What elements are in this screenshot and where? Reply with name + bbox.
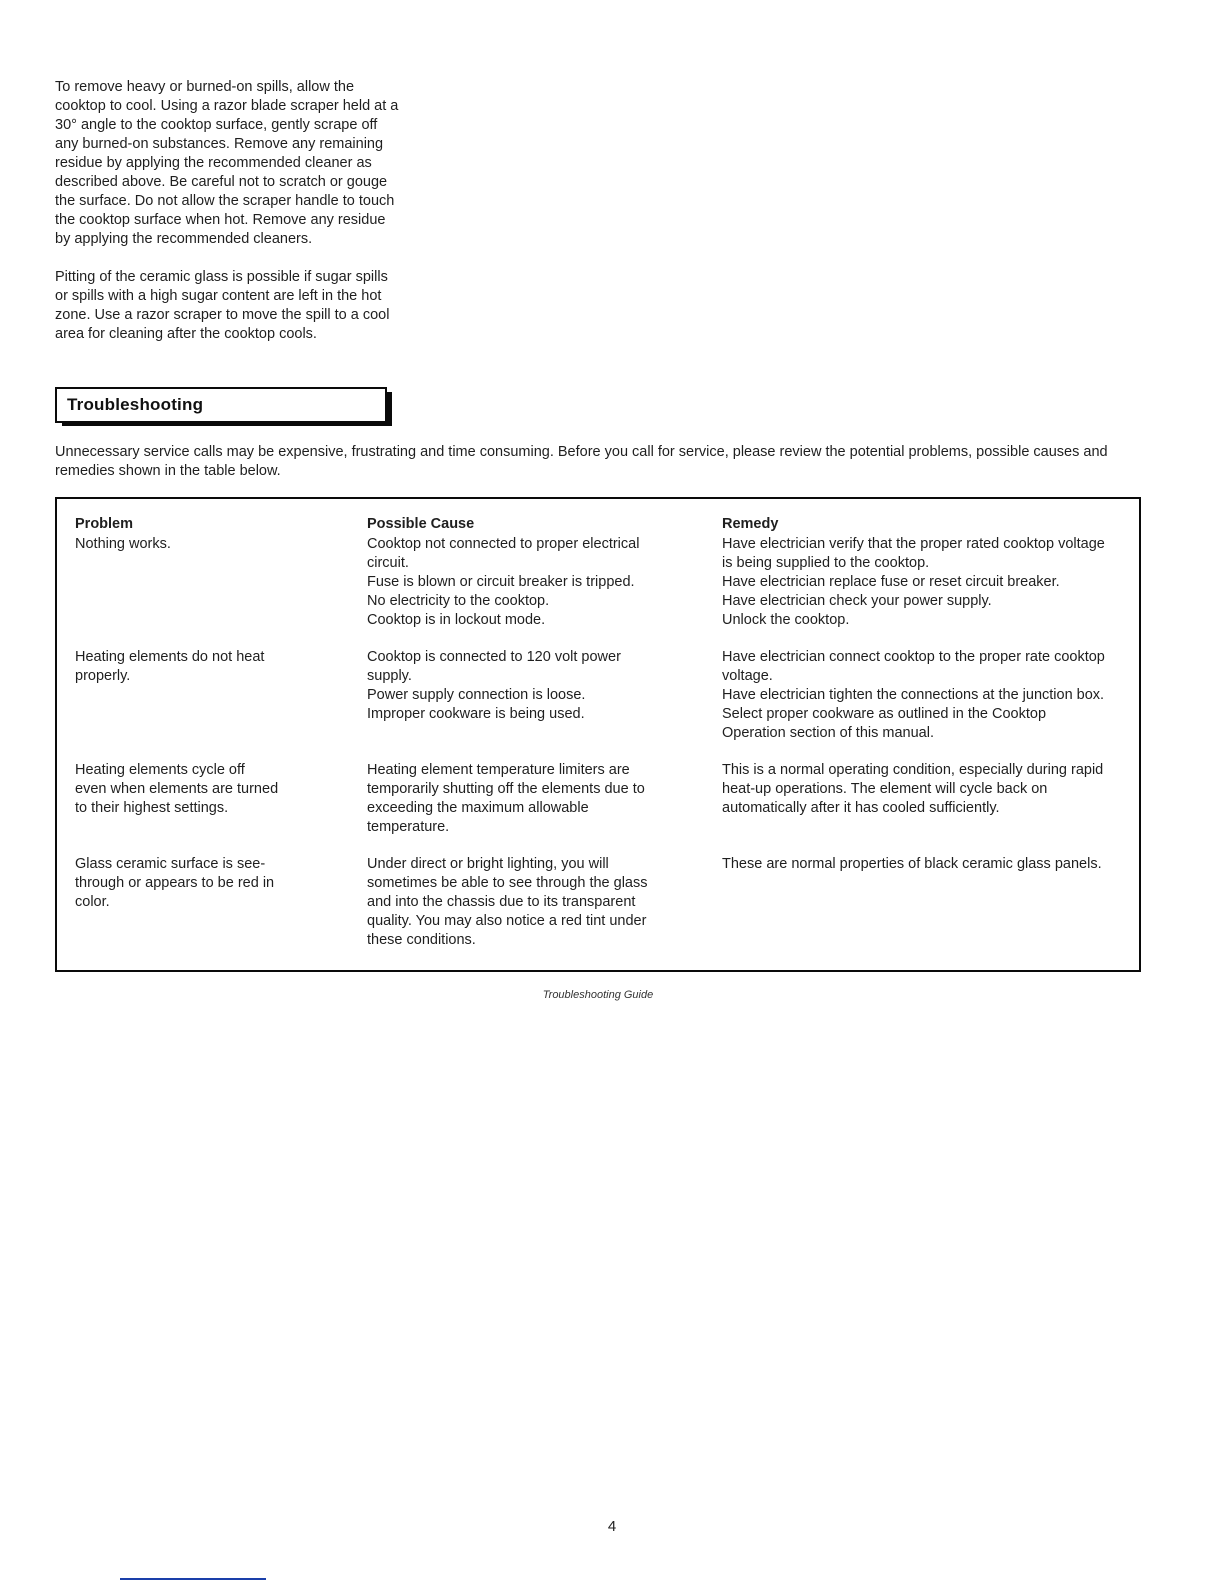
problem-text: Heating elements cycle off even when elements are turned to their highest settings. — [75, 762, 279, 816]
cause-text: Cooktop not connected to proper electrical circuit. — [367, 536, 640, 571]
section-title: Troubleshooting — [67, 395, 204, 414]
column-header-cause: Possible Cause — [367, 516, 475, 532]
column-header-remedy: Remedy — [722, 516, 779, 532]
cause-cell — [367, 535, 687, 573]
remedy-cell — [722, 611, 1132, 630]
problem-cell — [75, 761, 305, 837]
remedy-cell — [722, 592, 1132, 611]
table-group — [75, 855, 1121, 950]
cause-cell — [367, 761, 687, 837]
cause-text: Heating element temperature limiters are temporarily shutting off the elements due to exceeding the maximum allowable temperature. — [367, 762, 645, 835]
cleaning-paragraph-2: Pitting of the ceramic glass is possible if sugar spills or spills with a high sugar content are left in the hot zone. Use a razor scraper to move the spill to a cool area for cleaning after the cooktop cools. — [55, 269, 390, 342]
remedy-cell — [722, 761, 1132, 837]
troubleshooting-heading-box — [55, 387, 387, 423]
cause-cell — [367, 705, 687, 743]
cause-text: No electricity to the cooktop. — [367, 593, 550, 609]
remedy-cell — [722, 648, 1132, 686]
cleaning-paragraph-1: To remove heavy or burned-on spills, allow the cooktop to cool. Using a razor blade scraper held at a 30° angle to the cooktop surface, gently scrape off any burned-on substances. Remove any remaining residue by applying the recommended cleaner as described above. Be careful not to scratch or gouge the surface. Do not allow the scraper handle to touch the cooktop surface when hot. Remove any residue by applying the recommended cleaners. — [55, 79, 399, 247]
cause-text: Cooktop is in lockout mode. — [367, 612, 546, 628]
remedy-text: Have electrician replace fuse or reset circuit breaker. — [722, 574, 1060, 590]
table-caption: Troubleshooting Guide — [542, 989, 654, 1001]
problem-cell — [75, 535, 305, 630]
troubleshooting-table — [55, 497, 1141, 972]
cause-cell — [367, 611, 687, 630]
troubleshooting-intro: Unnecessary service calls may be expensive, frustrating and time consuming. Before you call for service, please review the potential problems, possible causes and remedies shown in the table below. — [55, 444, 1108, 479]
remedy-cell — [722, 535, 1132, 573]
remedy-text: Have electrician verify that the proper rated cooktop voltage is being supplied to the cooktop. — [722, 536, 1105, 571]
table-header-row — [75, 515, 1121, 535]
remedy-cell — [722, 855, 1132, 950]
cause-cell — [367, 648, 687, 686]
cause-text: Cooktop is connected to 120 volt power supply. — [367, 649, 621, 684]
problem-cell — [75, 855, 305, 950]
remedy-text: Unlock the cooktop. — [722, 612, 850, 628]
remedy-text: Select proper cookware as outlined in the Cooktop Operation section of this manual. — [722, 706, 1047, 741]
cause-cell — [367, 573, 687, 592]
problem-text: Heating elements do not heat properly. — [75, 649, 265, 684]
table-group — [75, 761, 1121, 837]
remedy-text: Have electrician tighten the connections at the junction box. — [722, 687, 1105, 703]
remedy-cell — [722, 686, 1132, 705]
remedy-text: Have electrician connect cooktop to the proper rate cooktop voltage. — [722, 649, 1105, 684]
cause-text: Improper cookware is being used. — [367, 706, 585, 722]
remedy-text: This is a normal operating condition, especially during rapid heat-up operations. The element will cycle back on automatically after it has cooled sufficiently. — [722, 762, 1104, 816]
problem-text: Nothing works. — [75, 536, 171, 552]
page-number: 4 — [607, 1518, 617, 1535]
remedy-cell — [722, 705, 1132, 743]
column-header-problem: Problem — [75, 516, 134, 532]
cause-text: Fuse is blown or circuit breaker is tripped. — [367, 574, 635, 590]
footer-underline — [120, 1578, 266, 1580]
cause-cell — [367, 592, 687, 611]
table-group — [75, 535, 1121, 630]
remedy-cell — [722, 573, 1132, 592]
cause-text: Under direct or bright lighting, you will sometimes be able to see through the glass and into the chassis due to its transparent quality. You may also notice a red tint under these conditions. — [367, 856, 648, 948]
cause-cell — [367, 686, 687, 705]
table-group — [75, 648, 1121, 743]
troubleshooting-table-body — [75, 535, 1121, 950]
cause-cell — [367, 855, 687, 950]
problem-text: Glass ceramic surface is see-through or appears to be red in color. — [75, 856, 275, 910]
cause-text: Power supply connection is loose. — [367, 687, 586, 703]
remedy-text: Have electrician check your power supply. — [722, 593, 992, 609]
remedy-text: These are normal properties of black ceramic glass panels. — [722, 856, 1102, 872]
problem-cell — [75, 648, 305, 743]
